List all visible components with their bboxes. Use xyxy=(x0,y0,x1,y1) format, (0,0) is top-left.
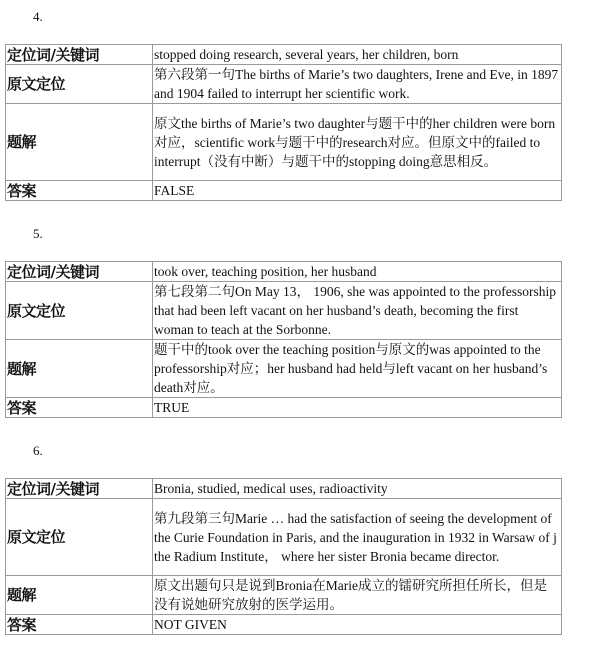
table-row xyxy=(6,615,562,635)
table-row xyxy=(6,65,562,104)
table-row xyxy=(6,479,562,499)
row-value: 原文the births of Marie’s two daughter与题干中的her children were born对应，scientific work与题干中的research对应。但原文中的failed to interrupt（没有中断）与题干中的stopping doing意思相反。 xyxy=(153,104,562,181)
table-row xyxy=(6,340,562,398)
question-number: 5. xyxy=(33,226,43,241)
row-label: 答案 xyxy=(6,615,153,635)
row-value: 第九段第三句Marie … had the satisfaction of seeing the development of the Curie Foundation in Paris, and the inauguration in 1932 in Warsaw of j the Radium Institute， where her sister Bronia became director. xyxy=(153,499,562,576)
row-value: 题干中的took over the teaching position与原文的was appointed to the professorship对应；her husband had held与left vacant on her husband’s death对应。 xyxy=(153,340,562,398)
row-value: stopped doing research, several years, her children, born xyxy=(153,45,562,65)
row-label: 答案 xyxy=(6,398,153,418)
row-value: Bronia, studied, medical uses, radioactivity xyxy=(153,479,562,499)
row-label: 原文定位 xyxy=(6,65,153,104)
table-row xyxy=(6,576,562,615)
row-label: 题解 xyxy=(6,104,153,181)
answer-table xyxy=(5,478,562,635)
row-label: 原文定位 xyxy=(6,499,153,576)
row-value: took over, teaching position, her husband xyxy=(153,262,562,282)
row-value: 第六段第一句The births of Marie’s two daughters, Irene and Eve, in 1897 and 1904 failed to interrupt her scientific work. xyxy=(153,65,562,104)
row-value: FALSE xyxy=(153,181,562,201)
question-number: 4. xyxy=(33,9,43,24)
row-label: 原文定位 xyxy=(6,282,153,340)
answer-table xyxy=(5,261,562,418)
table-row xyxy=(6,282,562,340)
table-row xyxy=(6,45,562,65)
table-row xyxy=(6,104,562,181)
table-row xyxy=(6,181,562,201)
table-row xyxy=(6,262,562,282)
row-label: 题解 xyxy=(6,576,153,615)
row-label: 定位词/关键词 xyxy=(6,45,153,65)
row-value: TRUE xyxy=(153,398,562,418)
row-value: NOT GIVEN xyxy=(153,615,562,635)
row-label: 题解 xyxy=(6,340,153,398)
row-value: 原文出题句只是说到Bronia在Marie成立的镭研究所担任所长，但是没有说她研究放射的医学运用。 xyxy=(153,576,562,615)
row-value: 第七段第二句On May 13， 1906, she was appointed to the professorship that had been left vacant on her husband’s death, becoming the first woman to teach at the Sorbonne. xyxy=(153,282,562,340)
row-label: 定位词/关键词 xyxy=(6,262,153,282)
row-label: 答案 xyxy=(6,181,153,201)
row-label: 定位词/关键词 xyxy=(6,479,153,499)
question-number: 6. xyxy=(33,443,43,458)
table-row xyxy=(6,499,562,576)
answer-table xyxy=(5,44,562,201)
table-row xyxy=(6,398,562,418)
